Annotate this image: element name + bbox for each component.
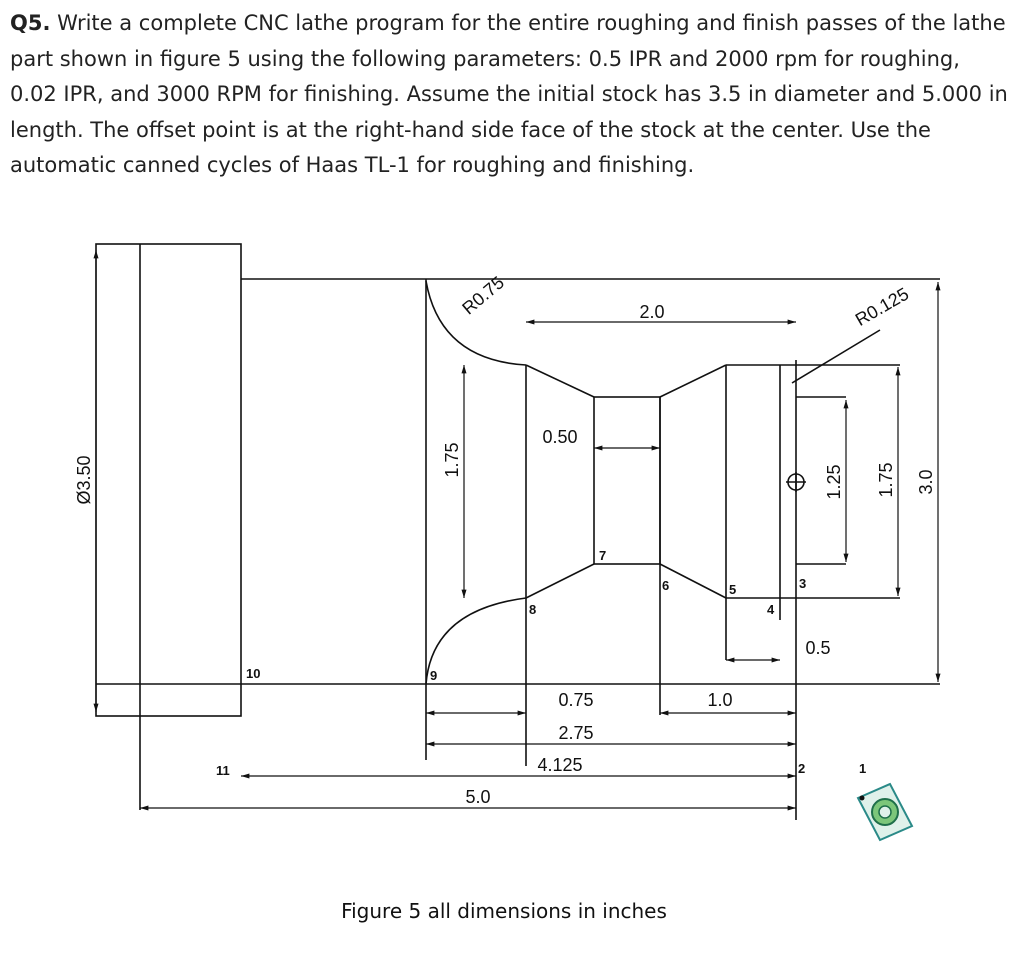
dim-len-075: 0.75 (558, 690, 594, 710)
taper-top-right (660, 365, 726, 397)
point-label-10: 10 (246, 666, 261, 681)
dim-radius-left: R0.75 (458, 272, 508, 319)
cutting-insert-icon (858, 784, 912, 840)
leader-r0125 (792, 330, 880, 383)
dim-dia-right: 1.75 (876, 462, 896, 498)
origin-crosshair-icon (786, 472, 806, 492)
dim-step: 0.5 (805, 638, 831, 658)
point-label-3: 3 (799, 576, 807, 591)
dim-len-4125: 4.125 (537, 755, 583, 775)
point-label-11: 11 (216, 763, 230, 778)
question-label: Q5. (10, 11, 51, 35)
point-label-8: 8 (529, 602, 537, 617)
dim-dia-125: 1.25 (824, 464, 844, 500)
neck-rect (594, 397, 660, 564)
point-label-6: 6 (662, 578, 670, 593)
dim-radius-right: R0.125 (851, 283, 913, 330)
point-label-7: 7 (599, 548, 607, 563)
dim-len-10: 1.0 (707, 690, 733, 710)
point-label-2: 2 (798, 761, 806, 776)
question-body: Write a complete CNC lathe program for the entire roughing and finish passes of the lathe part shown in figure 5 using the following parameters: 0.5 IPR and 2000 rpm for roughing, 0.02 IPR, and 3000 RPM for finishing. Assume the initial stock has 3.5 in diameter and 5.000 in length. The offset point is at the right-hand side face of the stock at the center. Use the automatic canned cycles of Haas TL-1 for roughing and finishing. (10, 11, 1008, 177)
dim-neck-length: 0.50 (542, 427, 578, 447)
dim-len-50: 5.0 (465, 787, 491, 807)
point-label-1: 1 (859, 761, 867, 776)
point-label-4: 4 (767, 602, 775, 617)
point-label-9: 9 (430, 668, 438, 683)
chuck-block (96, 244, 241, 716)
dim-len-275: 2.75 (558, 723, 594, 743)
taper-bottom-right (660, 564, 726, 598)
taper-top-left (526, 365, 594, 397)
dim-dia-left: 1.75 (442, 442, 462, 478)
arc-bottom-r075 (426, 598, 526, 684)
taper-bottom-left (526, 564, 594, 598)
dim-top-length: 2.0 (639, 302, 665, 322)
part-outline (96, 244, 940, 820)
dim-stock-diameter: Ø3.50 (74, 455, 94, 505)
point-label-5: 5 (729, 582, 737, 597)
dimension-lines (96, 250, 938, 808)
dim-dia-3: 3.0 (916, 469, 936, 495)
figure-caption: Figure 5 all dimensions in inches (341, 899, 667, 923)
